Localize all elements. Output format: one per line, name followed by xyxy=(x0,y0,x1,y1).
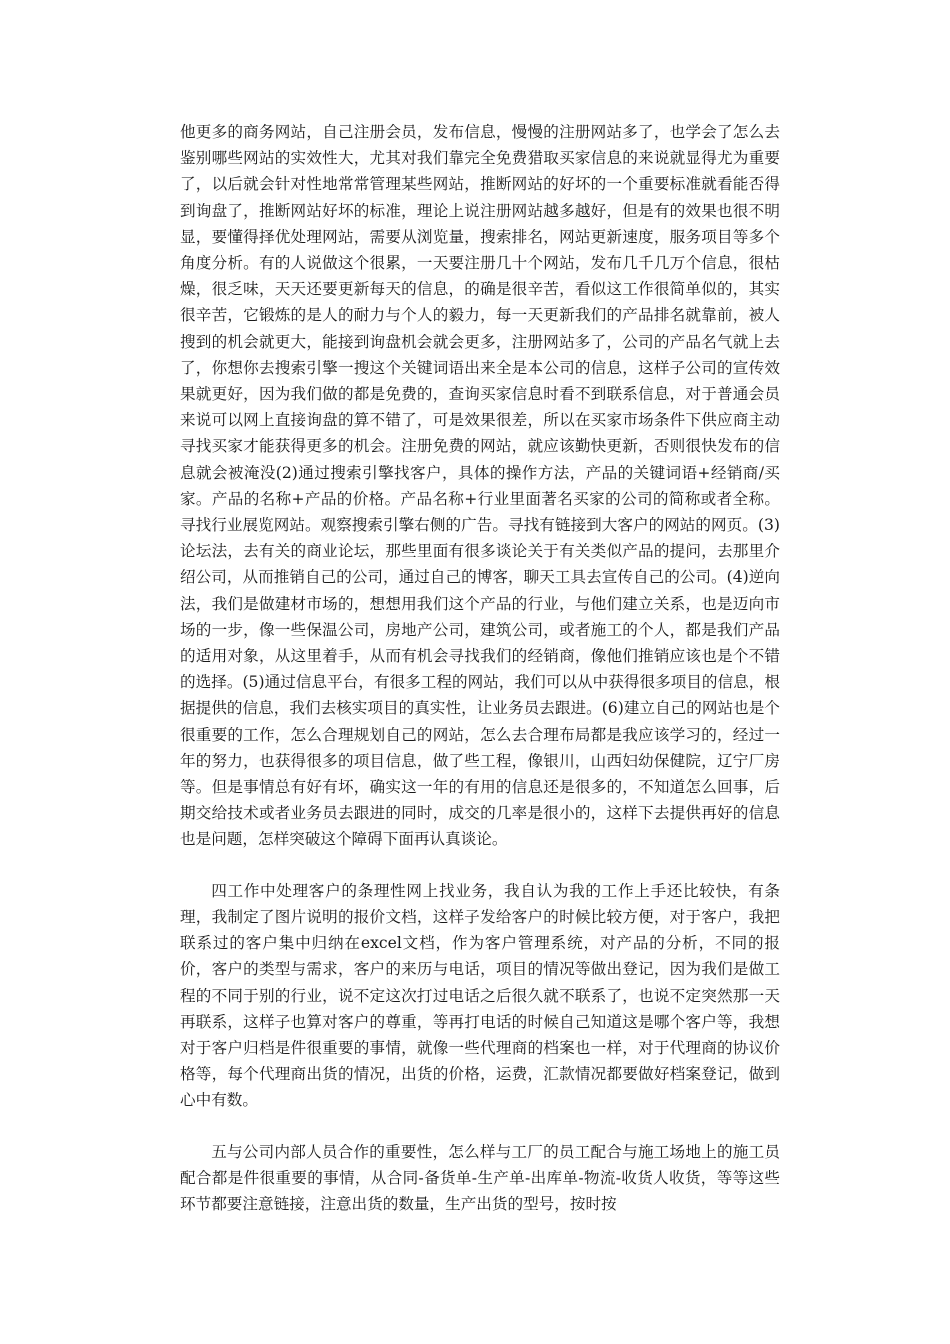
paragraph-section-four: 四工作中处理客户的条理性网上找业务，我自认为我的工作上手还比较快，有条理，我制定了图片说明的报价文档，这样子发给客户的时候比较方便，对于客户，我把联系过的客户集中归纳在excel文档，作为客户管理系统，对产品的分析，不同的报价，客户的类型与需求，客户的来历与电话，项目的情况等做出登记，因为我们是做工程的不同于别的行业，说不定这次打过电话之后很久就不联系了，也说不定突然那一天再联系，这样子也算对客户的尊重，等再打电话的时候自己知道这是哪个客户等，我想对于客户归档是件很重要的事情，就像一些代理商的档案也一样，对于代理商的协议价格等，每个代理商出货的情况，出货的价格，运费，汇款情况都要做好档案登记，做到心中有数。 xyxy=(180,881,780,1110)
paragraph-continuation: 他更多的商务网站，自己注册会员，发布信息，慢慢的注册网站多了，也学会了怎么去鉴别哪些网站的实效性大，尤其对我们靠完全免费猎取买家信息的来说就显得尤为重要了，以后就会针对性地常常管理某些网站，推断网站的好坏的一个重要标准就看能否得到询盘了，推断网站好坏的标准，理论上说注册网站越多越好，但是有的效果也很不明显，要懂得择优处理网站，需要从浏览量，搜索排名，网站更新速度，服务项目等多个角度分析。有的人说做这个很累，一天要注册几十个网站，发布几千几万个信息，很枯燥，很乏味，天天还要更新每天的信息，的确是很辛苦，看似这工作很简单似的，其实很辛苦，它锻炼的是人的耐力与个人的毅力，每一天更新我们的产品排名就靠前，被人搜到的机会就更大，能接到询盘机会就会更多，注册网站多了，公司的产品名气就上去了，你想你去搜索引擎一搜这个关键词语出来全是本公司的信息，这样子公司的宣传效果就更好，因为我们做的都是免费的，查询买家信息时看不到联系信息，对于普通会员来说可以网上直接询盘的算不错了，可是效果很差，所以在买家市场条件下供应商主动寻找买家才能获得更多的机会。注册免费的网站，就应该勤快更新，否则很快发布的信息就会被淹没(2)通过搜索引擎找客户，具体的操作方法，产品的关键词语+经销商/买家。产品的名称+产品的价格。产品名称+行业里面著名买家的公司的简称或者全称。寻找行业展览网站。观察搜索引擎右侧的广告。寻找有链接到大客户的网站的网页。(3)论坛法，去有关的商业论坛，那些里面有很多谈论关于有关类似产品的提问，去那里介绍公司，从而推销自己的公司，通过自己的博客，聊天工具去宣传自己的公司。(4)逆向法，我们是做建材市场的，想想用我们这个产品的行业，与他们建立关系，也是迈向市场的一步，像一些保温公司，房地产公司，建筑公司，或者施工的个人，都是我们产品的适用对象，从这里着手，从而有机会寻找我们的经销商，像他们推销应该也是个不错的选择。(5)通过信息平台，有很多工程的网站，我们可以从中获得很多项目的信息，根据提供的信息，我们去核实项目的真实性，让业务员去跟进。(6)建立自己的网站也是个很重要的工作，怎么合理规划自己的网站，怎么去合理布局都是我应该学习的，经过一年的努力，也获得很多的项目信息，做了些工程，像银川，山西妇幼保健院，辽宁厂房等。但是事情总有好有坏，确实这一年的有用的信息还是很多的，不知道怎么回事，后期交给技术或者业务员去跟进的同时，成交的几率是很小的，这样下去提供再好的信息也是问题，怎样突破这个障碍下面再认真谈论。 xyxy=(180,123,780,849)
document-body xyxy=(180,119,780,1217)
paragraph-section-five: 五与公司内部人员合作的重要性，怎么样与工厂的员工配合与施工场地上的施工员配合都是件很重要的事情，从合同-备货单-生产单-出库单-物流-收货人收货，等等这些环节都要注意链接，注意出货的数量，生产出货的型号，按时按 xyxy=(180,1142,780,1213)
